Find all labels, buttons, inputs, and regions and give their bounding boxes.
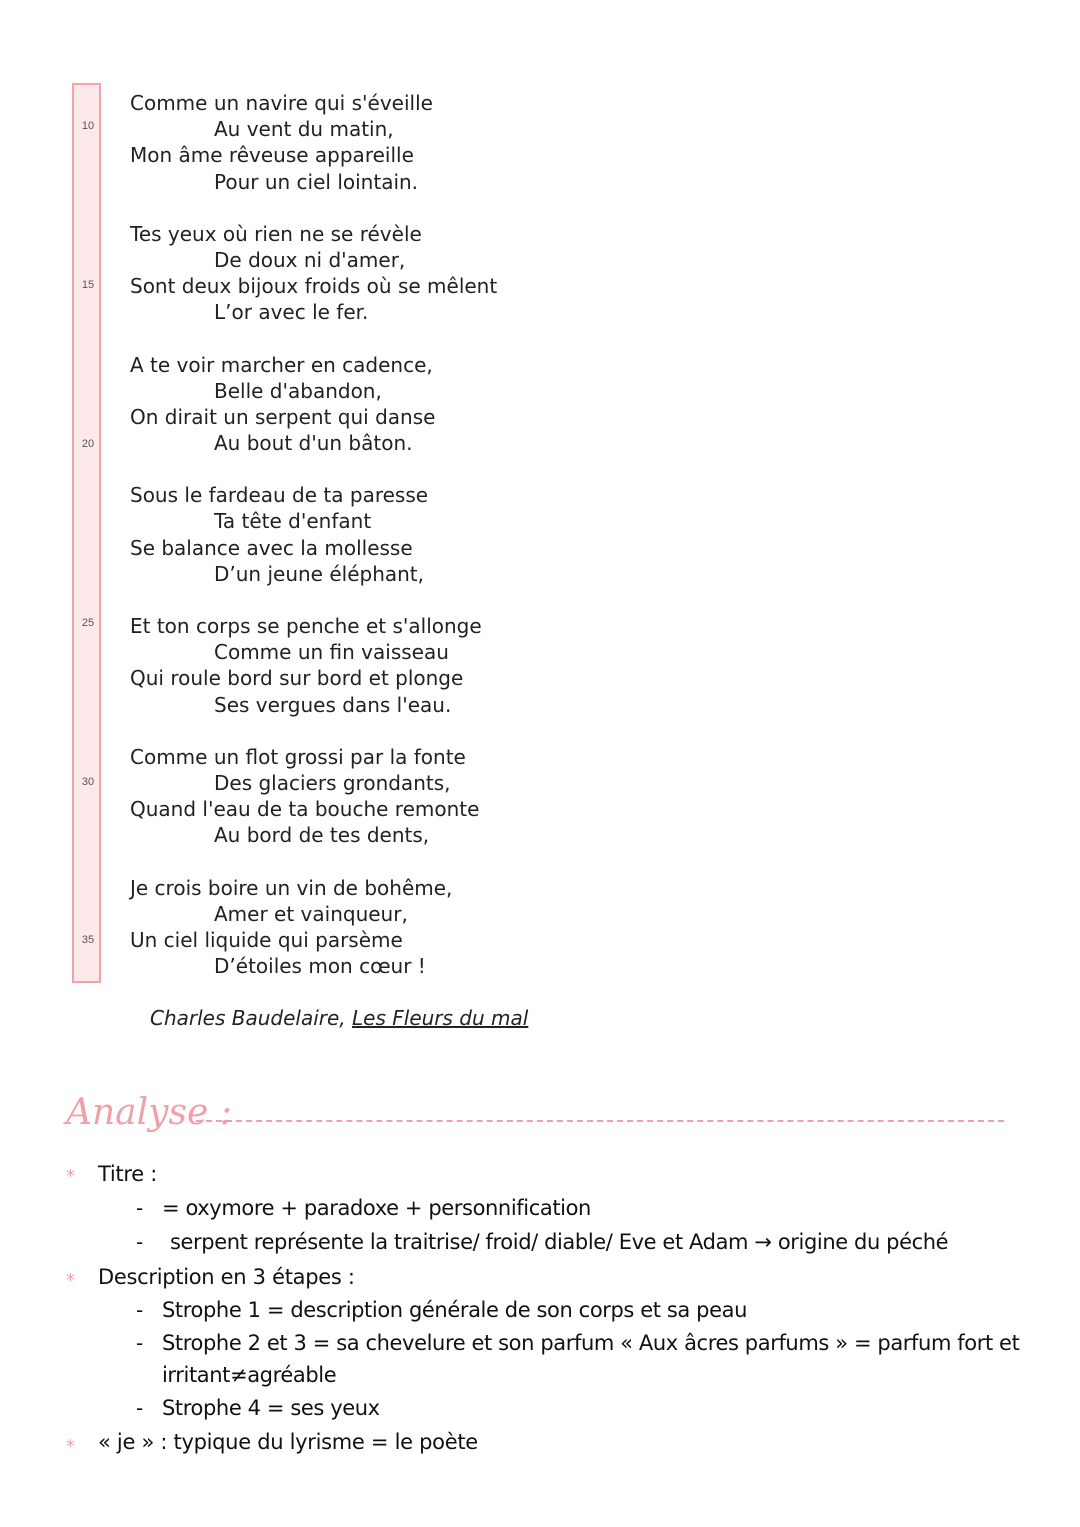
description-item-continued: irritant≠agréable xyxy=(162,1363,337,1387)
verse: On dirait un serpent qui danse xyxy=(130,404,436,429)
verse: Et ton corps se penche et s'allonge xyxy=(130,614,482,638)
analyse-heading: Analyse : xyxy=(66,1092,232,1133)
verse: Des glaciers grondants, xyxy=(214,770,451,795)
description-item: Strophe 4 = ses yeux xyxy=(162,1396,380,1420)
verse: Ses vergues dans l'eau. xyxy=(214,692,452,717)
description-item: Strophe 2 et 3 = sa chevelure et son parfum « Aux âcres parfums » = parfum fort et xyxy=(162,1331,1020,1355)
verse: Je crois boire un vin de bohême, xyxy=(130,875,453,900)
stanza xyxy=(130,744,497,849)
verse: Quand l'eau de ta bouche remonte xyxy=(130,797,480,822)
line-number-margin xyxy=(72,83,101,983)
verse: L’or avec le fer. xyxy=(214,300,369,325)
verse: D’étoiles mon cœur ! xyxy=(214,954,426,979)
verse: Mon âme rêveuse appareille xyxy=(130,143,414,168)
stanza xyxy=(130,352,497,457)
bullet-icon: * xyxy=(66,1436,75,1457)
verse: Belle d'abandon, xyxy=(214,378,382,403)
verse: D’un jeune éléphant, xyxy=(214,561,425,586)
line-number: 35 xyxy=(81,934,95,946)
bullet-icon: * xyxy=(66,1166,75,1187)
work-title: Les Fleurs du mal xyxy=(352,1006,529,1030)
verse: Au bout d'un bâton. xyxy=(214,431,413,456)
verse: De doux ni d'amer, xyxy=(214,247,406,272)
titre-label: Titre : xyxy=(98,1162,157,1186)
description-item: Strophe 1 = description générale de son corps et sa peau xyxy=(162,1298,747,1322)
dash-icon: - xyxy=(136,1196,144,1220)
line-number: 25 xyxy=(81,617,95,629)
titre-item: serpent représente la traitrise/ froid/ diable/ Eve et Adam → origine du péché xyxy=(170,1230,949,1254)
verse: Au vent du matin, xyxy=(214,117,394,142)
line-number: 30 xyxy=(81,776,95,788)
je-label: « je » : typique du lyrisme = le poète xyxy=(98,1430,478,1454)
verse: Au bord de tes dents, xyxy=(214,823,430,848)
verse: Sous le fardeau de ta paresse xyxy=(130,483,429,508)
stanza xyxy=(130,613,497,718)
bullet-icon: * xyxy=(66,1270,75,1291)
verse: Ta tête d'enfant xyxy=(214,509,372,534)
dash-icon: - xyxy=(136,1298,144,1322)
line-number: 20 xyxy=(81,438,95,450)
dash-icon: - xyxy=(136,1396,144,1420)
stanza xyxy=(130,482,497,587)
verse: Qui roule bord sur bord et plonge xyxy=(130,666,464,691)
verse: Pour un ciel lointain. xyxy=(214,169,419,194)
dash-icon: - xyxy=(136,1331,144,1355)
line-number: 15 xyxy=(81,279,95,291)
author: Charles Baudelaire, xyxy=(150,1006,353,1030)
verse: Comme un fin vaisseau xyxy=(214,640,449,665)
verse: Comme un flot grossi par la fonte xyxy=(130,744,466,769)
verse: Un ciel liquide qui parsème xyxy=(130,927,403,952)
description-label: Description en 3 étapes : xyxy=(98,1265,355,1289)
verse: Comme un navire qui s'éveille xyxy=(130,91,433,115)
attribution xyxy=(150,1006,528,1030)
stanza xyxy=(130,221,497,326)
poem xyxy=(130,90,497,1005)
verse: Sont deux bijoux froids où se mêlent xyxy=(130,274,498,299)
line-number: 10 xyxy=(81,120,95,132)
verse: Tes yeux où rien ne se révèle xyxy=(130,221,422,246)
stanza xyxy=(130,875,497,980)
verse: Se balance avec la mollesse xyxy=(130,535,413,560)
verse: A te voir marcher en cadence, xyxy=(130,352,433,377)
dash-icon: - xyxy=(136,1230,144,1254)
verse: Amer et vainqueur, xyxy=(214,901,408,926)
titre-item: = oxymore + paradoxe + personnification xyxy=(162,1196,591,1220)
stanza xyxy=(130,90,497,195)
dashed-divider xyxy=(196,1120,1004,1122)
